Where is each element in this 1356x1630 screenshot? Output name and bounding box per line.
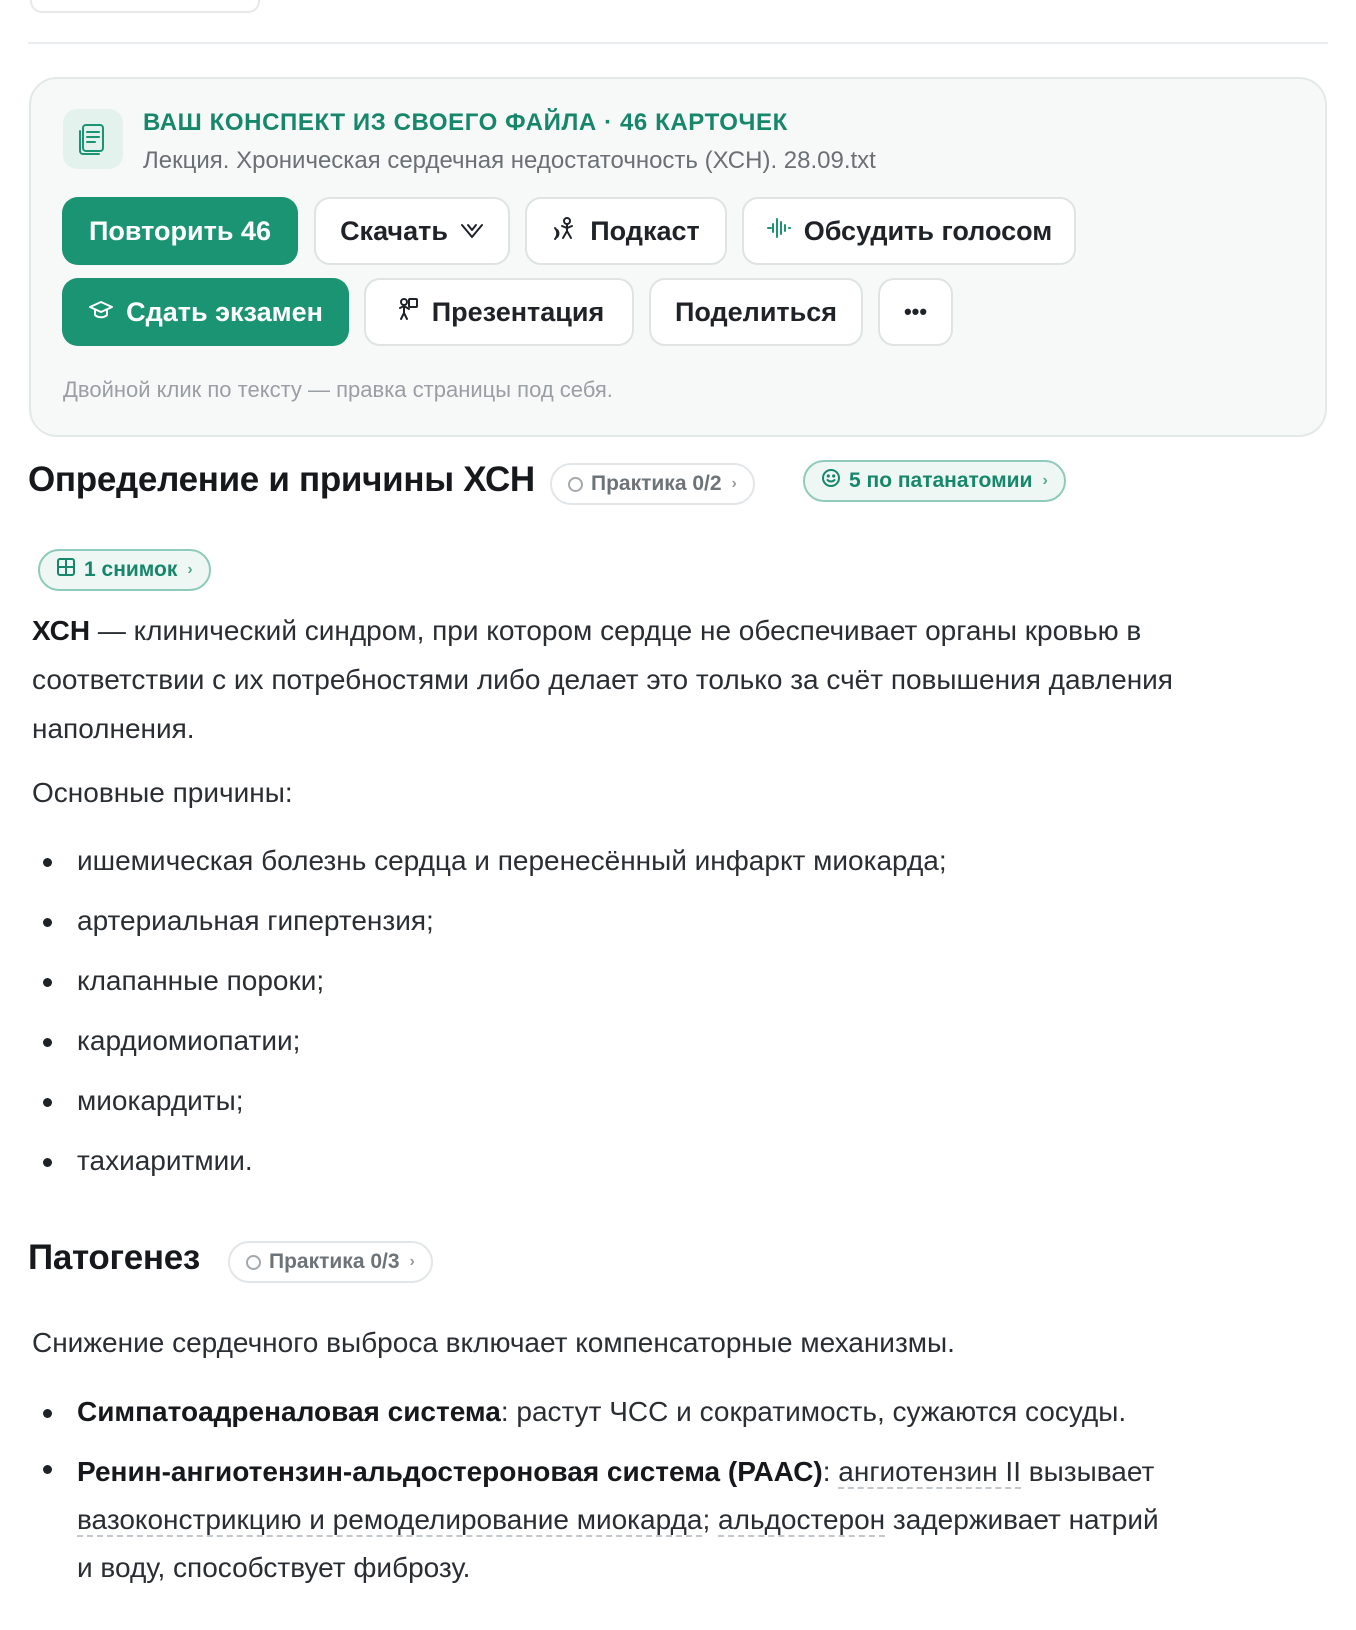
- mechanisms-list: [32, 1392, 1332, 1596]
- causes-label: Основные причины:: [32, 777, 293, 808]
- more-icon: •••: [903, 299, 928, 324]
- graduation-cap-icon: [88, 297, 114, 328]
- definition-text-3: наполнения.: [32, 713, 195, 744]
- practice-badge-definition[interactable]: [550, 463, 755, 505]
- podcast-button-label: Подкаст: [590, 215, 700, 246]
- mechanism-separator: ;: [702, 1504, 719, 1535]
- practice-badge-pathogenesis[interactable]: [228, 1241, 433, 1283]
- smile-icon: [821, 468, 841, 494]
- glossary-link-vasoconstriction[interactable]: вазоконстрикцию и ремоделирование миокарда: [77, 1504, 703, 1535]
- repeat-button-label: Повторить 46: [89, 215, 271, 246]
- exam-button-label: Сдать экзамен: [126, 296, 323, 327]
- mechanism-text: и воду, способствует фиброзу.: [77, 1552, 471, 1583]
- list-item: ишемическая болезнь сердца и перенесённый инфаркт миокарда;: [32, 841, 1332, 901]
- glossary-link-aldosterone[interactable]: альдостерон: [718, 1504, 886, 1535]
- definition-term: ХСН: [32, 615, 91, 646]
- discuss-voice-button-label: Обсудить голосом: [803, 215, 1053, 246]
- progress-circle-icon: [568, 477, 583, 492]
- chevron-right-icon: ›: [731, 475, 737, 492]
- list-item: тахиаритмии.: [32, 1141, 1332, 1201]
- images-badge[interactable]: [38, 549, 211, 591]
- divider: [28, 42, 1328, 44]
- presentation-button-label: Презентация: [431, 296, 605, 327]
- related-topic-label: 5 по патанатомии: [849, 469, 1033, 492]
- mechanism-text: : растут ЧСС и сократимость, сужаются сосуды.: [500, 1396, 1127, 1427]
- exam-button[interactable]: [62, 278, 349, 346]
- repeat-button[interactable]: [62, 197, 298, 265]
- mechanism-text: вызывает: [1020, 1456, 1155, 1487]
- presentation-icon: [394, 296, 420, 329]
- download-button[interactable]: [314, 197, 510, 265]
- download-button-label: Скачать: [340, 215, 448, 246]
- mechanism-term: Симпатоадреналовая система: [77, 1396, 501, 1427]
- presentation-button[interactable]: [364, 278, 634, 346]
- chevron-right-icon: ›: [187, 561, 193, 578]
- practice-label: Практика 0/3: [269, 1250, 400, 1273]
- progress-circle-icon: [246, 1255, 261, 1270]
- section-title-pathogenesis: Патогенез: [28, 1238, 201, 1277]
- list-item: артериальная гипертензия;: [32, 901, 1332, 961]
- list-item: клапанные пороки;: [32, 961, 1332, 1021]
- waveform-icon: [766, 215, 792, 248]
- list-item: миокардиты;: [32, 1081, 1332, 1141]
- discuss-voice-button[interactable]: [742, 197, 1076, 265]
- definition-paragraph: [32, 606, 1332, 753]
- definition-text-1: — клинический синдром, при котором сердце не обеспечивает органы кровью в: [90, 615, 1142, 646]
- podcast-button[interactable]: [525, 197, 727, 265]
- share-button-label: Поделиться: [674, 296, 838, 327]
- chevron-down-icon: [460, 216, 484, 247]
- list-item: [32, 1392, 1332, 1452]
- related-topic-badge[interactable]: [803, 460, 1066, 502]
- pathogenesis-intro: Снижение сердечного выброса включает компенсаторные механизмы.: [32, 1327, 955, 1358]
- practice-label: Практика 0/2: [591, 472, 722, 495]
- list-item: кардиомиопатии;: [32, 1021, 1332, 1081]
- section-title-definition: Определение и причины ХСН: [28, 460, 535, 499]
- share-button[interactable]: [649, 278, 863, 346]
- podcast-icon: [552, 215, 578, 248]
- edit-hint: Двойной клик по тексту — правка страницы под себя.: [63, 377, 613, 402]
- definition-text-2: соответствии с их потребностями либо делает это только за счёт повышения давления: [32, 664, 1173, 695]
- summary-kicker: ВАШ КОНСПЕКТ ИЗ СВОЕГО ФАЙЛА · 46 КАРТОЧЕК: [143, 109, 788, 136]
- causes-list: [32, 841, 1332, 1201]
- images-label: 1 снимок: [84, 558, 178, 581]
- glossary-link-angiotensin[interactable]: ангиотензин II: [838, 1456, 1021, 1487]
- chevron-right-icon: ›: [1042, 472, 1048, 489]
- chevron-right-icon: ›: [409, 1253, 415, 1270]
- mechanism-text: задерживает натрий: [885, 1504, 1159, 1535]
- document-list-icon: [63, 109, 123, 169]
- source-file-name: Лекция. Хроническая сердечная недостаточность (ХСН). 28.09.txt: [143, 147, 876, 174]
- summary-card: [29, 77, 1327, 437]
- mechanism-separator: :: [822, 1456, 839, 1487]
- mechanism-term: Ренин-ангиотензин-альдостероновая система (РААС): [77, 1456, 823, 1487]
- list-item: [32, 1448, 1332, 1592]
- previous-card-edge: [30, 0, 260, 13]
- grid-image-icon: [56, 557, 76, 583]
- more-options-button[interactable]: [878, 278, 953, 346]
